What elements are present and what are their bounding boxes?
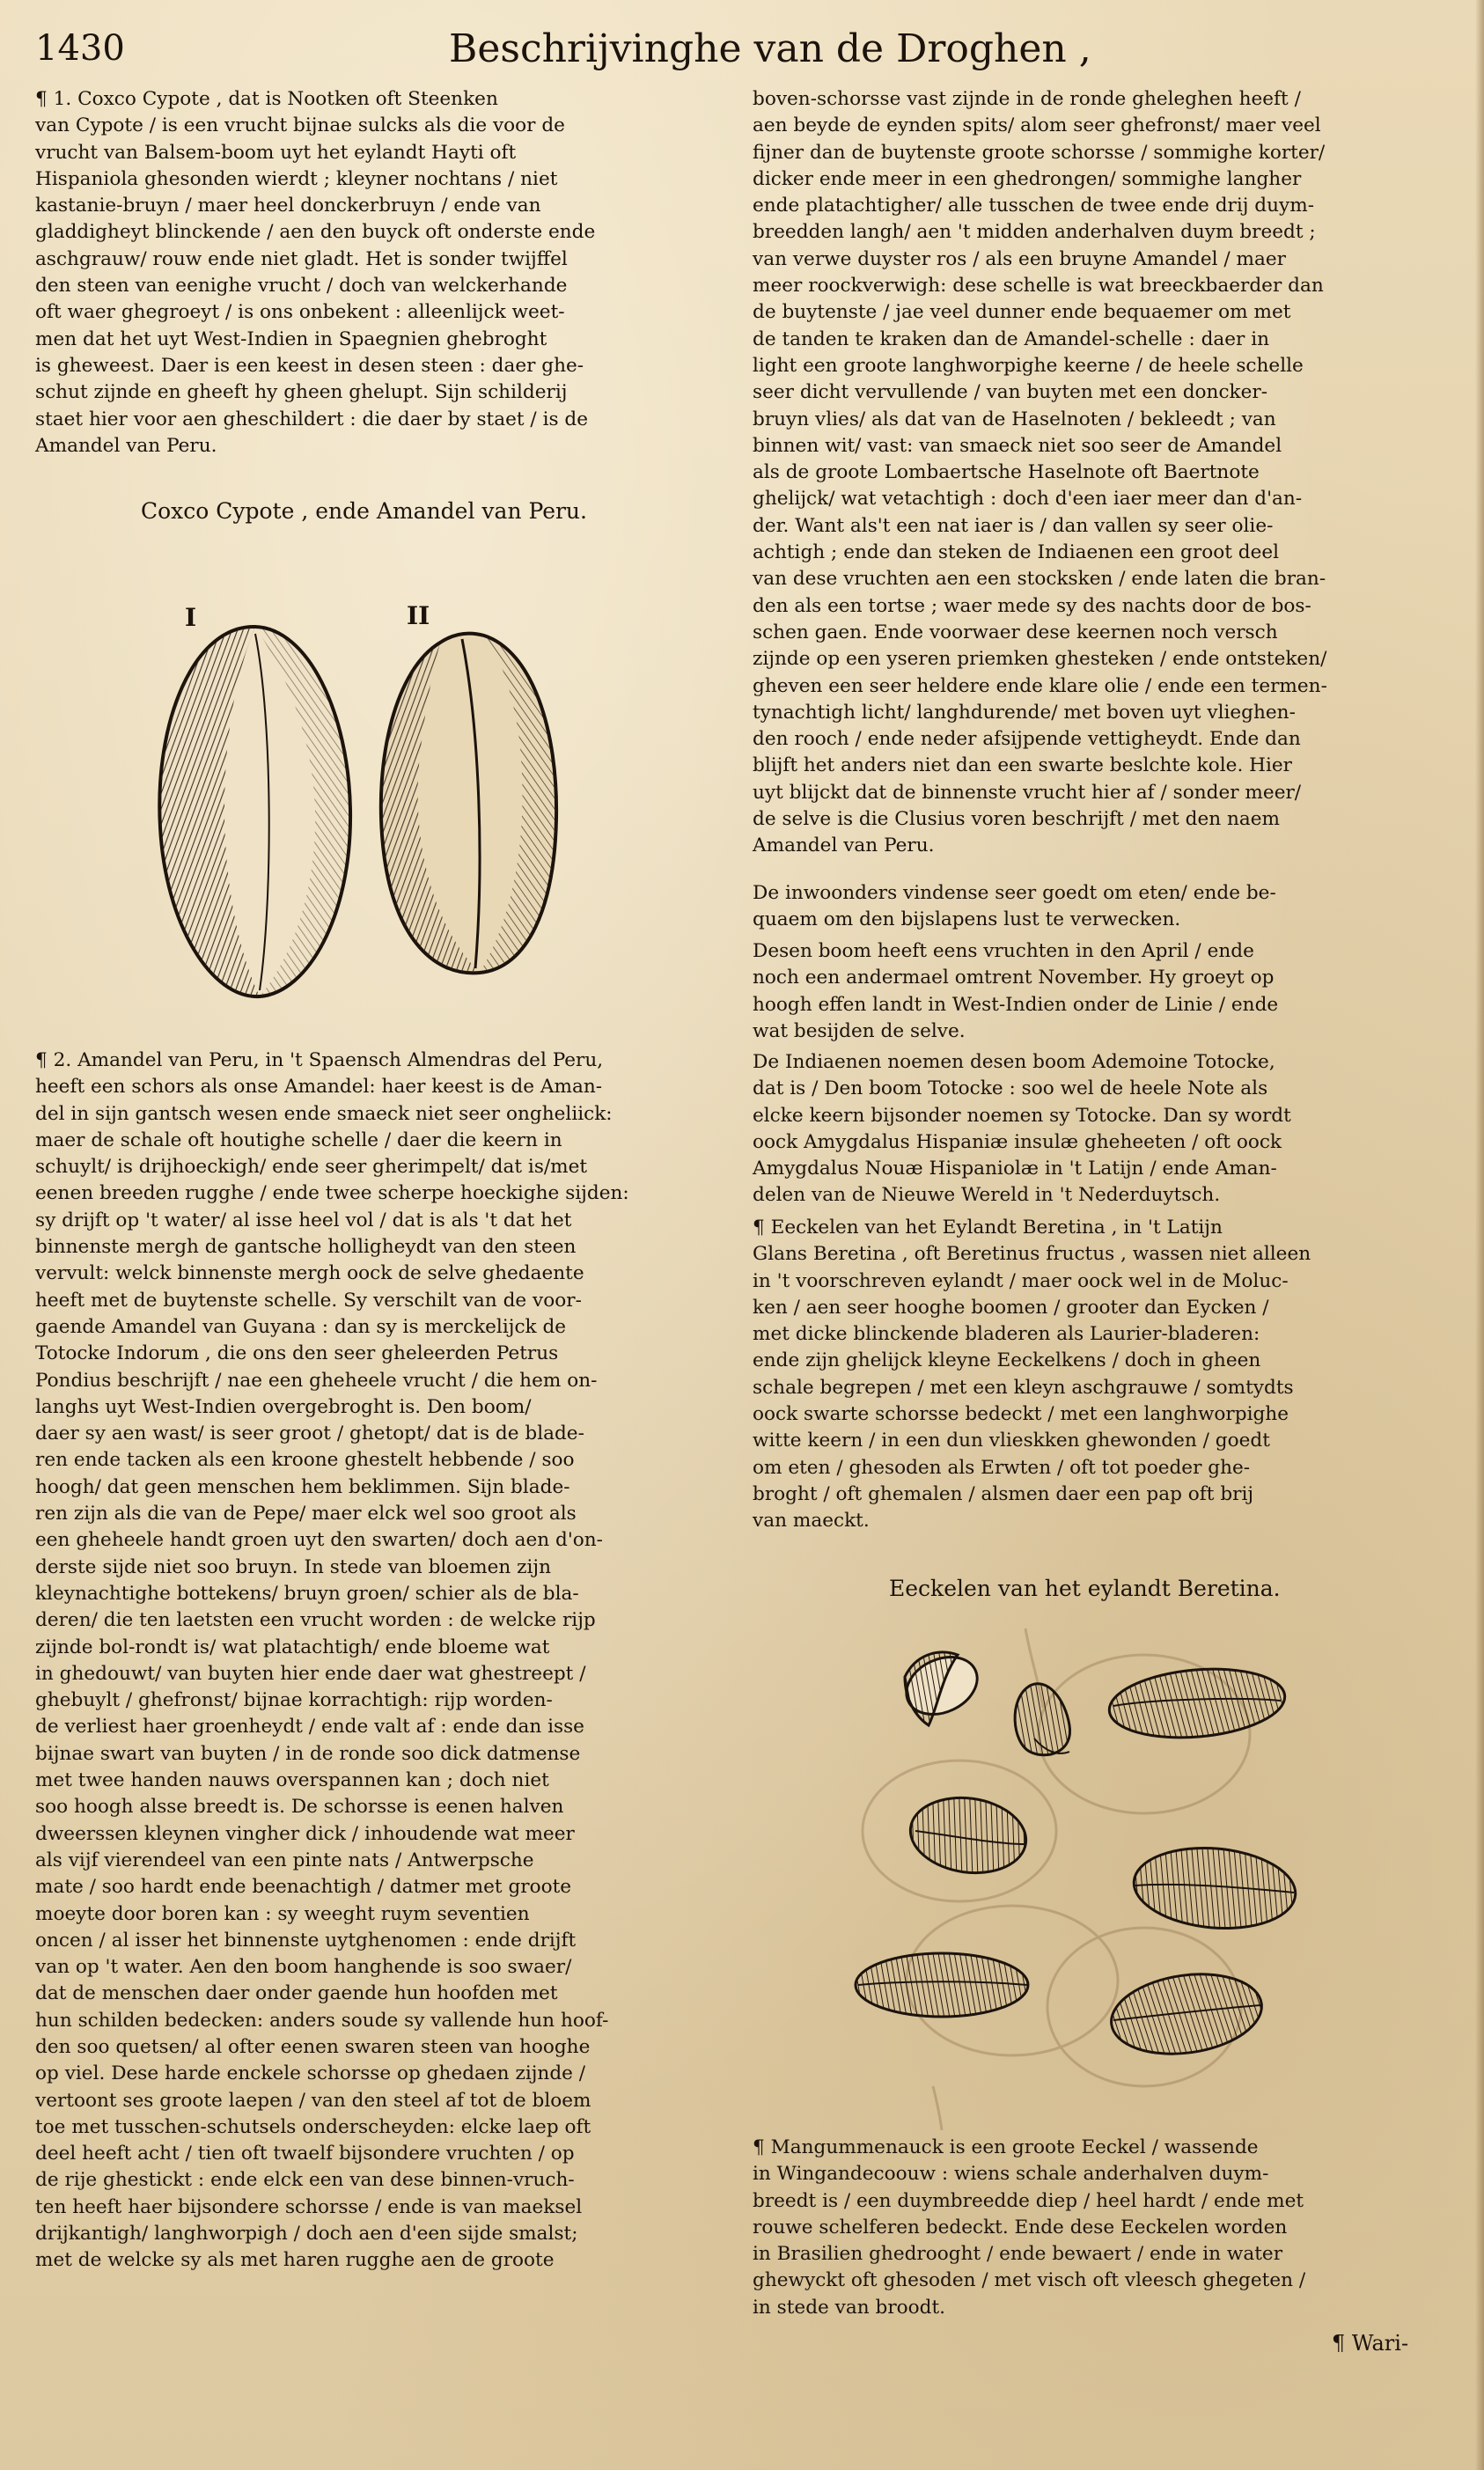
text-line: del in sijn gantsch wesen ende smaeck niet seer ongheliick:: [35, 1102, 613, 1125]
text-line: Desen boom heeft eens vruchten in den April / ende: [753, 940, 1254, 962]
text-line: oncen / al isser het binnenste uytghenomen : ende drijft: [35, 1929, 577, 1952]
acorn-kernel-5: [1106, 1965, 1267, 2062]
text-line: heeft met de buytenste schelle. Sy verschilt van de voor-: [35, 1289, 582, 1312]
text-line: binnen wit/ vast: van smaeck niet soo seer de Amandel: [753, 434, 1282, 457]
page-number: 1430: [35, 28, 125, 69]
text-line: als vijf vierendeel van een pinte nats / Antwerpsche: [35, 1849, 534, 1871]
text-line: elcke keern bijsonder noemen sy Totocke. Dan sy wordt: [753, 1104, 1291, 1127]
figure-label-2: II: [407, 601, 430, 630]
page-edge: [1475, 0, 1484, 2470]
acorn-kernel-1: [1106, 1662, 1288, 1744]
left-text-block-1: [35, 86, 722, 459]
text-line: in ghedouwt/ van buyten hier ende daer wat ghestreept /: [35, 1662, 586, 1685]
text-line: soo hoogh alsse breedt is. De schorsse is eenen halven: [35, 1796, 564, 1819]
text-line: gheven een seer heldere ende klare olie / ende een termen-: [753, 674, 1327, 697]
text-line: dat is / Den boom Totocke : soo wel de heele Note als: [753, 1077, 1268, 1100]
figure-caption-right: Eeckelen van het eylandt Beretina.: [889, 1576, 1281, 1601]
right-text-block-5: [753, 1215, 1441, 1535]
text-line: ghebuylt / ghefronst/ bijnae korrachtigh: rijp worden-: [35, 1689, 553, 1712]
running-head: [35, 26, 1452, 70]
text-line: schen gaen. Ende voorwaer dese keernen noch versch: [753, 621, 1278, 643]
text-line: rouwe schelferen bedeckt. Ende dese Eeckelen worden: [753, 2216, 1288, 2238]
text-line: met dicke blinckende bladeren als Laurier-bladeren:: [753, 1323, 1260, 1346]
text-line: van dese vruchten aen een stocksken / ende laten die bran-: [753, 568, 1326, 591]
text-line: eenen breeden rugghe / ende twee scherpe hoeckighe sijden:: [35, 1182, 629, 1205]
text-line: de verliest haer groenheydt / ende valt af : ende dan isse: [35, 1716, 584, 1739]
text-line: den rooch / ende neder afsijpende vettigheydt. Ende dan: [753, 728, 1301, 751]
text-line: op viel. Dese harde enckele schorsse op ghedaen zijnde /: [35, 2062, 586, 2085]
text-line: wat besijden de selve.: [753, 1019, 966, 1042]
text-line: derste sijde niet soo bruyn. In stede van bloemen zijn: [35, 1555, 552, 1578]
right-text-block-6: [753, 2135, 1441, 2321]
text-line: deren/ die ten laetsten een vrucht worden : de welcke rijp: [35, 1609, 596, 1632]
text-line: bruyn vlies/ als dat van de Haselnoten / bekleedt ; van: [753, 408, 1276, 430]
text-line: in Brasilien ghedrooght / ende bewaert / ende in water: [753, 2243, 1283, 2266]
text-line: schale begrepen / met een kleyn aschgrauwe / somtydts: [753, 1376, 1294, 1399]
text-line: hun schilden bedecken: anders soude sy vallende hun hoof-: [35, 2009, 609, 2032]
text-line: de buytenste / jae veel dunner ende bequaemer om met: [753, 301, 1291, 324]
text-line: seer dicht vervullende / van buyten met een doncker-: [753, 381, 1268, 404]
text-line: oft waer ghegroeyt / is ons onbekent : alleenlijck weet-: [35, 301, 565, 324]
text-line: om eten / ghesoden als Erwten / oft tot poeder ghe-: [753, 1456, 1251, 1479]
text-line: bijnae swart van buyten / in de ronde soo dick datmense: [35, 1742, 581, 1765]
acorn-kernel-4: [856, 1953, 1028, 2017]
text-line: ende zijn ghelijck kleyne Eeckelkens / doch in gheen: [753, 1349, 1261, 1372]
text-line: Amandel van Peru.: [35, 434, 217, 457]
text-line: ren ende tacken als een kroone ghestelt hebbende / soo: [35, 1449, 575, 1472]
text-line: in 't voorschreven eylandt / maer oock wel in de Moluc-: [753, 1269, 1289, 1292]
text-line: Pondius beschrijft / nae een gheheele vrucht / die hem on-: [35, 1369, 598, 1392]
text-line: toe met tusschen-schutsels onderscheyden: elcke laep oft: [35, 2115, 591, 2138]
text-line: als de groote Lombaertsche Haselnote oft Baertnote: [753, 461, 1260, 484]
catchword: ¶ Wari-: [1332, 2331, 1409, 2356]
text-line: de selve is die Clusius voren beschrijft / met den naem: [753, 808, 1281, 831]
text-line: Totocke Indorum , die ons den seer gheleerden Petrus: [35, 1342, 559, 1365]
text-line: de tanden te kraken dan de Amandel-schelle : daer in: [753, 327, 1270, 350]
text-line: ende platachtigher/ alle tusschen de twee ende drij duym-: [753, 195, 1315, 217]
text-line: langhs uyt West-Indien overgebroght is. Den boom/: [35, 1395, 532, 1418]
text-line: ren zijn als die van de Pepe/ maer elck wel soo groot als: [35, 1503, 577, 1525]
text-line: delen van de Nieuwe Wereld in 't Nederduytsch.: [753, 1184, 1221, 1207]
right-text-block-1: [753, 86, 1441, 860]
text-line: ten heeft haer bijsondere schorsse / ende is van maeksel: [35, 2195, 583, 2218]
acorn-with-cup-2: [1015, 1684, 1069, 1755]
text-line: Amygdalus Nouæ Hispaniolæ in 't Latijn / ende Aman-: [753, 1158, 1277, 1180]
figure-caption-left: Coxco Cypote , ende Amandel van Peru.: [141, 498, 587, 524]
acorn-kernel-2: [906, 1790, 1031, 1880]
text-line: binnenste mergh de gantsche holligheydt van den steen: [35, 1236, 577, 1259]
text-line: oock swarte schorsse bedeckt / met een langhworpighe: [753, 1403, 1289, 1426]
text-line: der. Want als't een nat iaer is / dan vallen sy seer olie-: [753, 514, 1274, 537]
text-line: tynachtigh licht/ langhdurende/ met boven uyt vlieghen-: [753, 701, 1296, 724]
text-line: sy drijft op 't water/ al isse heel vol / dat is als 't dat het: [35, 1209, 572, 1231]
text-line: kleynachtighe bottekens/ bruyn groen/ schier als de bla-: [35, 1582, 579, 1605]
text-line: van maeckt.: [753, 1510, 870, 1533]
text-line: vertoont ses groote laepen / van den steel af tot de bloem: [35, 2089, 591, 2112]
text-line: dweerssen kleynen vingher dick / inhoudende wat meer: [35, 1822, 575, 1845]
text-line: ¶ 1. Coxco Cypote , dat is Nootken oft Steenken: [35, 88, 498, 110]
nut-woodcut-figure: [141, 616, 616, 1012]
text-line: in stede van broodt.: [753, 2296, 946, 2319]
text-line: aschgrauw/ rouw ende niet gladt. Het is sonder twijffel: [35, 247, 568, 270]
coxco-cypote-nut: [159, 627, 350, 996]
text-line: Hispaniola ghesonden wierdt ; kleyner nochtans / niet: [35, 167, 558, 190]
text-line: van Cypote / is een vrucht bijnae sulcks als die voor de: [35, 114, 565, 137]
text-line: den steen van eenighe vrucht / doch van welckerhande: [35, 275, 568, 298]
text-line: broght / oft ghemalen / alsmen daer een pap oft brij: [753, 1482, 1254, 1505]
text-line: vrucht van Balsem-boom uyt het eylandt Hayti oft: [35, 141, 517, 164]
text-line: breedden langh/ aen 't midden anderhalven duym breedt ;: [753, 221, 1316, 244]
text-line: deel heeft acht / tien oft twaelf bijsondere vruchten / op: [35, 2143, 575, 2165]
text-line: van verwe duyster ros / als een bruyne Amandel / maer: [753, 247, 1287, 270]
right-text-block-2: [753, 880, 1441, 934]
text-line: oock Amygdalus Hispaniæ insulæ gheheeten / oft oock: [753, 1130, 1282, 1153]
text-line: dicker ende meer in een ghedrongen/ sommighe langher: [753, 167, 1302, 190]
text-line: den als een tortse ; waer mede sy des nachts door de bos-: [753, 594, 1311, 617]
text-line: gladdigheyt blinckende / aen den buyck oft onderste ende: [35, 221, 596, 244]
text-line: drijkantigh/ langhworpigh / doch aen d'een sijde smalst;: [35, 2223, 578, 2246]
acorn-with-cup-1: [897, 1646, 986, 1725]
text-line: gaende Amandel van Guyana : dan sy is merckelijck de: [35, 1315, 567, 1338]
text-line: vervult: welck binnenste mergh oock de selve ghedaente: [35, 1262, 584, 1285]
text-line: ghelijck/ wat vetachtigh : doch d'een iaer meer dan d'an-: [753, 488, 1303, 511]
text-line: zijnde op een yseren priemken ghesteken / ende ontsteken/: [753, 648, 1327, 671]
text-line: is gheweest. Daer is een keest in desen steen : daer ghe-: [35, 354, 584, 377]
text-line: achtigh ; ende dan steken de Indiaenen een groot deel: [753, 541, 1280, 564]
text-line: ghewyckt oft ghesoden / met visch oft vleesch ghegeten /: [753, 2269, 1306, 2292]
text-line: ken / aen seer hooghe boomen / grooter dan Eycken /: [753, 1296, 1269, 1319]
text-line: kastanie-bruyn / maer heel donckerbruyn / ende van: [35, 195, 541, 217]
text-line: moeyte door boren kan : sy weeght ruym seventien: [35, 1902, 530, 1925]
text-line: maer de schale oft houtighe schelle / daer die keern in: [35, 1128, 562, 1151]
running-title: Beschrijvinghe van de Droghen ,: [449, 26, 1091, 71]
text-line: daer sy aen wast/ is seer groot / ghetopt/ dat is de blade-: [35, 1422, 584, 1445]
text-line: hoogh/ dat geen menschen hem beklimmen. Sijn blade-: [35, 1475, 570, 1498]
text-line: ¶ Eeckelen van het Eylandt Beretina , in 't Latijn: [753, 1217, 1223, 1239]
text-line: witte keern / in een dun vlieskken ghewonden / goedt: [753, 1430, 1270, 1452]
text-line: boven-schorsse vast zijnde in de ronde gheleghen heeft /: [753, 88, 1301, 110]
text-line: ¶ 2. Amandel van Peru, in 't Spaensch Almendras del Peru,: [35, 1049, 604, 1071]
text-line: dat de menschen daer onder gaende hun hoofden met: [35, 1982, 558, 2005]
text-line: breedt is / een duymbreedde diep / heel hardt / ende met: [753, 2189, 1304, 2212]
text-line: aen beyde de eynden spits/ alom seer ghefronst/ maer veel: [753, 114, 1321, 137]
text-line: meer roockverwigh: dese schelle is wat breeckbaerder dan: [753, 275, 1324, 298]
text-line: Glans Beretina , oft Beretinus fructus , wassen niet alleen: [753, 1243, 1311, 1266]
text-line: met twee handen nauws overspannen kan ; doch niet: [35, 1769, 549, 1792]
text-line: De Indiaenen noemen desen boom Ademoine Totocke,: [753, 1051, 1275, 1073]
text-line: hoogh effen landt in West-Indien onder de Linie / ende: [753, 993, 1279, 1016]
text-line: Amandel van Peru.: [753, 834, 935, 857]
right-text-block-3: [753, 938, 1441, 1045]
text-line: schuylt/ is drijhoeckigh/ ende seer gherimpelt/ dat is/met: [35, 1156, 588, 1179]
text-line: heeft een schors als onse Amandel: haer keest is de Aman-: [35, 1076, 603, 1099]
text-line: den soo quetsen/ al ofter eenen swaren steen van hooghe: [35, 2035, 591, 2058]
left-text-block-2: [35, 1048, 722, 2275]
text-line: uyt blijckt dat de binnenste vrucht hier af / sonder meer/: [753, 781, 1302, 804]
text-line: zijnde bol-rondt is/ wat platachtigh/ ende bloeme wat: [35, 1636, 550, 1658]
text-line: fijner dan de buytenste groote schorsse / sommighe korter/: [753, 141, 1326, 164]
acorn-kernel-3: [1130, 1841, 1298, 1935]
figure-label-1: I: [185, 603, 197, 632]
text-line: light een groote langhworpighe keerne / de heele schelle: [753, 354, 1304, 377]
text-line: men dat het uyt West-Indien in Spaegnien ghebroght: [35, 327, 547, 350]
text-line: noch een andermael omtrent November. Hy groeyt op: [753, 967, 1275, 989]
text-line: schut zijnde en gheeft hy gheen ghelupt. Sijn schilderij: [35, 381, 568, 404]
text-line: in Wingandecoouw : wiens schale anderhalven duym-: [753, 2163, 1269, 2186]
text-line: quaem om den bijslapens lust te verwecken.: [753, 908, 1181, 931]
amandel-van-peru-nut: [381, 634, 556, 974]
text-line: de rije ghestickt : ende elck een van dese binnen-vruch-: [35, 2169, 575, 2192]
text-line: blijft het anders niet dan een swarte beslchte kole. Hier: [753, 754, 1293, 777]
text-line: een gheheele handt groen uyt den swarten/ doch aen d'on-: [35, 1529, 603, 1552]
text-line: staet hier voor aen gheschildert : die daer by staet / is de: [35, 408, 589, 430]
text-line: met de welcke sy als met haren rugghe aen de groote: [35, 2249, 555, 2272]
text-line: van op 't water. Aen den boom hanghende is soo swaer/: [35, 1956, 572, 1979]
acorn-woodcut-figure: [854, 1628, 1382, 2130]
right-text-block-4: [753, 1049, 1441, 1209]
text-line: De inwoonders vindense seer goedt om eten/ ende be-: [753, 882, 1276, 904]
text-line: mate / soo hardt ende beenachtigh / datmer met groote: [35, 1876, 572, 1899]
text-line: ¶ Mangummenauck is een groote Eeckel / wassende: [753, 2136, 1259, 2158]
